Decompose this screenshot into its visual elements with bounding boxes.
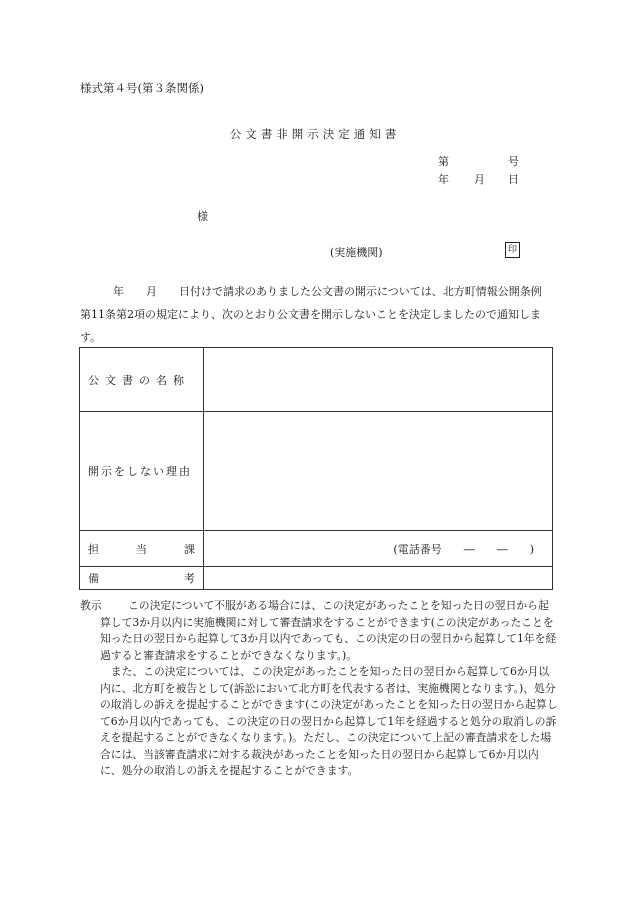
body-text: 年 月 日付けで請求のありました公文書の開示については、北方町情報公開条例第11条第2項の規定により、次のとおり公文書を開示しないことを決定しましたので通知します。: [80, 285, 542, 344]
notes-field[interactable]: [204, 567, 553, 590]
notes-label: 備 考: [80, 567, 204, 590]
instruction-notice: [80, 598, 558, 780]
date-month: 月: [474, 173, 485, 186]
reason-field[interactable]: [204, 412, 553, 531]
agency-label: (実施機関): [330, 246, 383, 259]
notice-lead: 教示: [80, 599, 102, 612]
number-suffix: 号: [508, 155, 519, 168]
seal-mark: 印: [505, 242, 520, 258]
dept-label: 担 当 課: [80, 531, 204, 567]
addressee-suffix: 様: [197, 210, 208, 223]
dept-field[interactable]: [204, 531, 553, 567]
body-paragraph: [80, 280, 550, 349]
doc-name-label: 公文書の名称: [80, 348, 204, 412]
notice-paragraph-1: この決定について不服がある場合には、この決定があったことを知った日の翌日から起算して3か月以内に実施機関に対して審査請求をすることができます(この決定があったことを知った日の翌日から起算して3か月以内であっても、この決定の日の翌日から起算して1年を経過すると審査請求をすることができなくなります。)。: [100, 599, 557, 662]
form-number: 様式第４号(第３条関係): [80, 81, 204, 95]
phone-number: (電話番号 ― ― ): [393, 542, 534, 556]
date-day: 日: [508, 173, 519, 186]
notice-paragraph-2: また、この決定については、この決定があったことを知った日の翌日から起算して6か月以内に、北方町を被告として(訴訟において北方町を代表する者は、実施機関となります。)、処分の取消しの訴えを提起することができます(この決定があったことを知った日の翌日から起算して6か月以内であっても、この決定の日の翌日から起算して1年を経過すると処分の取消しの訴えを提起することができなくなります。)。ただし、この決定について上記の審査請求をした場合には、当該審査請求に対する裁決があったことを知った日の翌日から起算して6か月以内に、処分の取消しの訴えを提起することができます。: [100, 665, 558, 777]
reason-label: 開示をしない理由: [80, 412, 204, 531]
number-prefix: 第: [438, 155, 449, 168]
doc-name-field[interactable]: [204, 348, 553, 412]
decision-table: [79, 347, 553, 590]
document-title: 公文書非開示決定通知書: [229, 127, 401, 141]
date-year: 年: [438, 173, 449, 186]
